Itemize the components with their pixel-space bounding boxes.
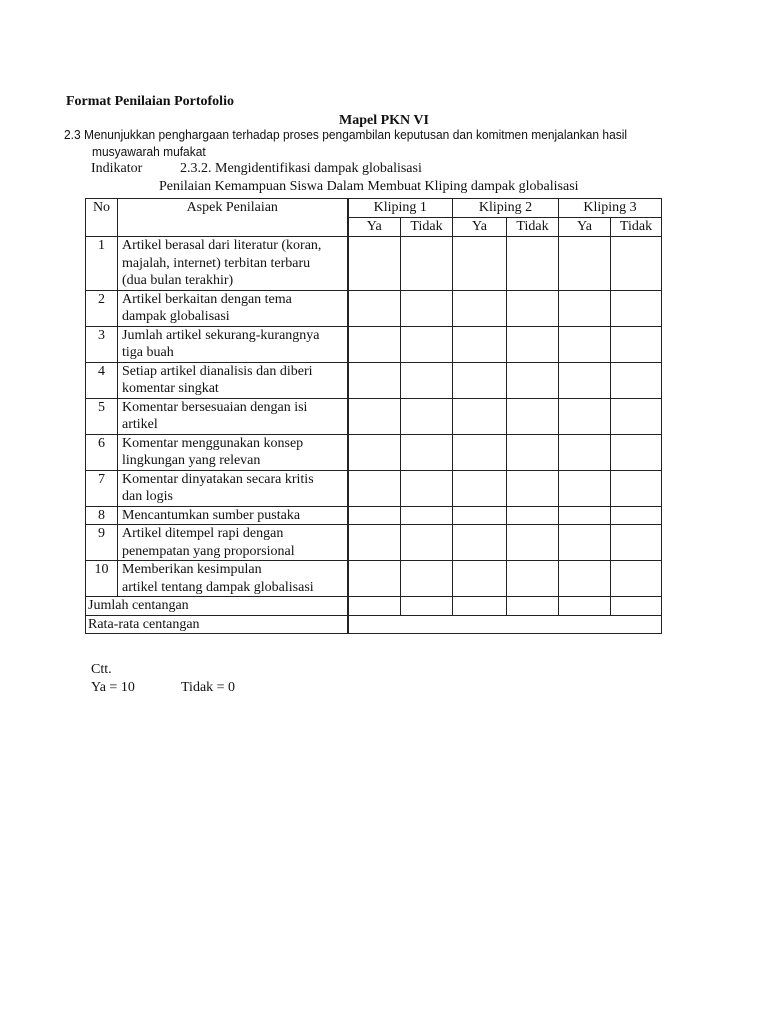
check-cell[interactable]: [401, 506, 453, 525]
check-cell[interactable]: [611, 362, 662, 398]
check-cell[interactable]: [348, 362, 401, 398]
check-cell[interactable]: [559, 362, 611, 398]
subject-heading: Mapel PKN VI: [339, 113, 429, 128]
table-row: [86, 326, 662, 362]
row-number: 4: [86, 362, 118, 398]
check-cell[interactable]: [559, 326, 611, 362]
aspect-line: Jumlah artikel sekurang-kurangnya: [122, 327, 320, 343]
check-cell[interactable]: [611, 434, 662, 470]
aspect-line: lingkungan yang relevan: [122, 453, 261, 468]
table-row: [86, 506, 662, 525]
check-cell[interactable]: [453, 290, 507, 326]
table-body: [86, 237, 662, 597]
aspect-line: dan logis: [122, 489, 173, 504]
table-row: [86, 362, 662, 398]
check-cell[interactable]: [401, 290, 453, 326]
total-label: Jumlah centangan: [86, 597, 348, 616]
aspect-line: Komentar dinyatakan secara kritis: [122, 471, 314, 487]
kliping-3-header: Kliping 3: [559, 199, 662, 218]
aspect-text: [118, 290, 348, 326]
check-cell[interactable]: [401, 398, 453, 434]
aspect-text: [118, 525, 348, 561]
average-row: [86, 615, 662, 634]
check-cell[interactable]: [507, 525, 559, 561]
check-cell[interactable]: [348, 434, 401, 470]
check-cell[interactable]: [611, 290, 662, 326]
check-cell[interactable]: [507, 470, 559, 506]
competency-text: 2.3 Menunjukkan penghargaan terhadap proses pengambilan keputusan dan komitmen menjalankan hasil: [64, 127, 628, 142]
aspect-line: (dua bulan terakhir): [122, 273, 234, 288]
check-cell[interactable]: [348, 290, 401, 326]
row-number: 6: [86, 434, 118, 470]
aspect-line: Komentar bersesuaian dengan isi: [122, 399, 308, 415]
check-cell[interactable]: [507, 434, 559, 470]
aspect-line: majalah, internet) terbitan terbaru: [122, 255, 311, 271]
aspect-line: Mencantumkan sumber pustaka: [122, 507, 301, 523]
check-cell[interactable]: [507, 506, 559, 525]
table-row: [86, 470, 662, 506]
aspect-text: [118, 561, 348, 597]
row-number: 2: [86, 290, 118, 326]
ya-header: Ya: [453, 218, 507, 237]
check-cell[interactable]: [559, 561, 611, 597]
aspect-text: [118, 506, 348, 525]
check-cell[interactable]: [507, 326, 559, 362]
table-row: [86, 561, 662, 597]
aspect-line: artikel tentang dampak globalisasi: [122, 579, 314, 595]
tidak-header: Tidak: [401, 218, 453, 237]
check-cell[interactable]: [453, 470, 507, 506]
check-cell[interactable]: [507, 561, 559, 597]
check-cell[interactable]: [348, 561, 401, 597]
aspect-line: penempatan yang proporsional: [122, 543, 295, 559]
average-label: Rata-rata centangan: [86, 615, 348, 634]
check-cell[interactable]: [611, 561, 662, 597]
check-cell[interactable]: [401, 525, 453, 561]
col-aspek-header: Aspek Penilaian: [118, 199, 348, 237]
aspect-text: [118, 362, 348, 398]
check-cell[interactable]: [507, 398, 559, 434]
check-cell[interactable]: [401, 237, 453, 291]
aspect-line: dampak globalisasi: [122, 309, 230, 324]
table-row: [86, 398, 662, 434]
check-cell[interactable]: [559, 470, 611, 506]
aspect-text: [118, 326, 348, 362]
aspect-line: Setiap artikel dianalisis dan diberi: [122, 363, 313, 379]
check-cell[interactable]: [453, 398, 507, 434]
check-cell[interactable]: [453, 561, 507, 597]
check-cell[interactable]: [348, 597, 401, 616]
check-cell[interactable]: [401, 470, 453, 506]
check-cell[interactable]: [401, 561, 453, 597]
competency-text-continued: musyawarah mufakat: [92, 144, 206, 159]
aspect-text: [118, 398, 348, 434]
assessment-table: [85, 198, 662, 634]
check-cell[interactable]: [559, 506, 611, 525]
check-cell[interactable]: [348, 470, 401, 506]
check-cell[interactable]: [401, 362, 453, 398]
row-number: 1: [86, 237, 118, 291]
ya-header: Ya: [348, 218, 401, 237]
note-label: Ctt.: [91, 662, 112, 677]
check-cell[interactable]: [611, 597, 662, 616]
check-cell[interactable]: [348, 237, 401, 291]
row-number: 10: [86, 561, 118, 597]
table-row: [86, 237, 662, 291]
check-cell[interactable]: [453, 362, 507, 398]
check-cell[interactable]: [453, 434, 507, 470]
table-row: [86, 290, 662, 326]
aspect-line: artikel: [122, 417, 158, 432]
aspect-line: Komentar menggunakan konsep: [122, 435, 304, 451]
aspect-line: Artikel ditempel rapi dengan: [122, 526, 284, 541]
table-header-row: [86, 199, 662, 218]
check-cell[interactable]: [507, 362, 559, 398]
check-cell[interactable]: [401, 326, 453, 362]
kliping-2-header: Kliping 2: [453, 199, 559, 218]
check-cell[interactable]: [611, 398, 662, 434]
check-cell[interactable]: [453, 326, 507, 362]
aspect-line: Artikel berasal dari literatur (koran,: [122, 238, 322, 253]
aspect-text: [118, 470, 348, 506]
check-cell[interactable]: [453, 525, 507, 561]
aspect-line: tiga buah: [122, 345, 174, 360]
check-cell[interactable]: [559, 237, 611, 291]
check-cell[interactable]: [348, 525, 401, 561]
note-tidak: Tidak = 0: [181, 680, 236, 695]
note-ya: Ya = 10: [91, 680, 135, 695]
check-cell[interactable]: [559, 434, 611, 470]
aspect-line: komentar singkat: [122, 381, 219, 396]
ya-header: Ya: [559, 218, 611, 237]
check-cell[interactable]: [401, 597, 453, 616]
row-number: 5: [86, 398, 118, 434]
document-title: Format Penilaian Portofolio: [66, 94, 234, 109]
row-number: 9: [86, 525, 118, 561]
check-cell[interactable]: [611, 525, 662, 561]
table-row: [86, 434, 662, 470]
check-cell[interactable]: [348, 398, 401, 434]
check-cell[interactable]: [559, 525, 611, 561]
aspect-line: Memberikan kesimpulan: [122, 562, 262, 577]
check-cell[interactable]: [611, 237, 662, 291]
check-cell[interactable]: [559, 398, 611, 434]
check-cell[interactable]: [611, 506, 662, 525]
check-cell[interactable]: [453, 237, 507, 291]
check-cell[interactable]: [348, 506, 401, 525]
check-cell[interactable]: [507, 597, 559, 616]
tidak-header: Tidak: [611, 218, 662, 237]
check-cell[interactable]: [348, 326, 401, 362]
row-number: 7: [86, 470, 118, 506]
aspect-text: [118, 434, 348, 470]
total-row: [86, 597, 662, 616]
check-cell[interactable]: [611, 470, 662, 506]
check-cell[interactable]: [453, 597, 507, 616]
average-value-cell[interactable]: [348, 615, 662, 634]
aspect-text: [118, 237, 348, 291]
row-number: 8: [86, 506, 118, 525]
table-row: [86, 525, 662, 561]
table-title: Penilaian Kemampuan Siswa Dalam Membuat Kliping dampak globalisasi: [159, 179, 579, 194]
kliping-1-header: Kliping 1: [348, 199, 453, 218]
col-no-header: No: [86, 199, 118, 237]
check-cell[interactable]: [611, 326, 662, 362]
tidak-header: Tidak: [507, 218, 559, 237]
check-cell[interactable]: [507, 290, 559, 326]
indicator-value: 2.3.2. Mengidentifikasi dampak globalisasi: [180, 161, 422, 176]
row-number: 3: [86, 326, 118, 362]
indicator-label: Indikator: [91, 161, 143, 176]
aspect-line: Artikel berkaitan dengan tema: [122, 291, 292, 307]
check-cell[interactable]: [559, 290, 611, 326]
check-cell[interactable]: [559, 597, 611, 616]
check-cell[interactable]: [401, 434, 453, 470]
check-cell[interactable]: [507, 237, 559, 291]
check-cell[interactable]: [453, 506, 507, 525]
